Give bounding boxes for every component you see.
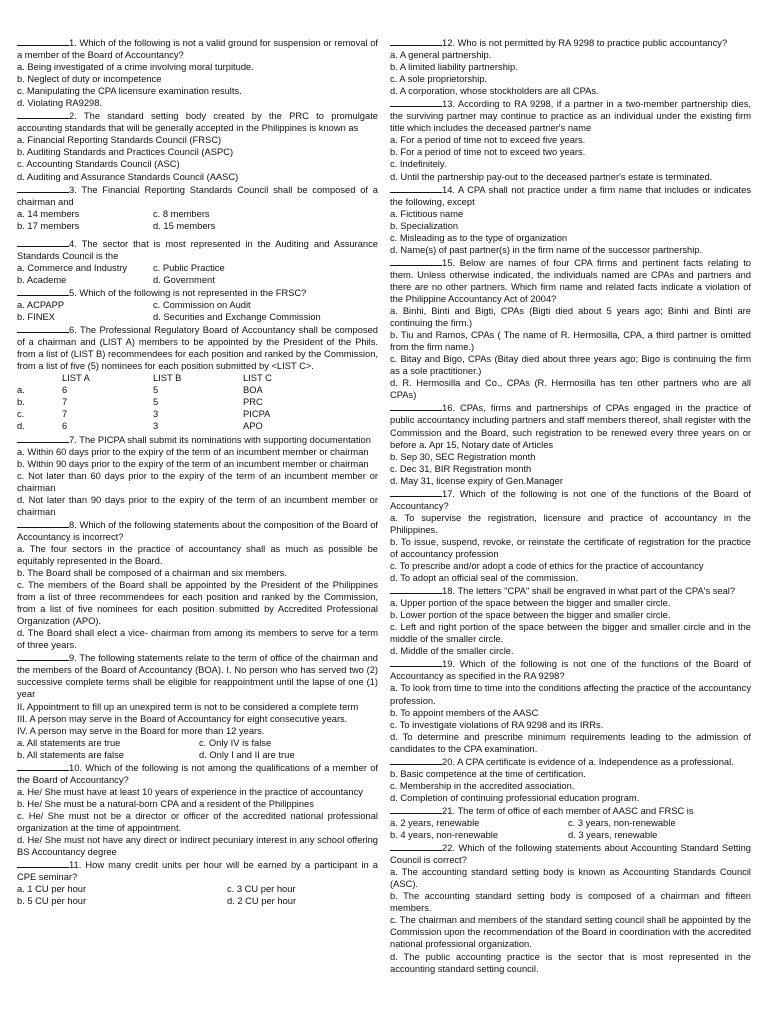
question-stem: CPAs, firms and partnerships of CPAs engaged in the practice of public accountancy including partners and staff members thereof, shall register with the Commission and the Board, such registration to be renewed every three years on or before a. Apr 15, Notary date of Articles	[390, 403, 751, 450]
question-15	[390, 256, 751, 402]
option: d. The public accounting practice is the sector that is most represented in the accounting standard setting council.	[390, 951, 751, 974]
option: a. To supervise the registration, licensure and practice of accountancy in the Philippines.	[390, 512, 751, 535]
option: b. A limited liability partnership.	[390, 62, 518, 73]
question-number: 18.	[442, 586, 455, 597]
option: a. ACPAPP	[17, 299, 65, 310]
list-table-row	[17, 408, 378, 420]
question-12	[390, 36, 751, 97]
option: c. 3 years, non-renewable	[568, 818, 676, 828]
question-stem: Which of the following is not among the qualifications of a member of the Board of Accountancy?	[17, 762, 378, 785]
option: d. Not later than 90 days prior to the expiry of the term of an incumbent member or chairman	[17, 494, 378, 517]
list-cell: PRC	[243, 397, 263, 408]
question-stem: How many credit units per hour will be earned by a participant in a CPE seminar?	[17, 860, 378, 883]
answer-blank-19[interactable]	[390, 657, 442, 667]
question-22	[390, 841, 751, 975]
answer-blank-17[interactable]	[390, 487, 442, 497]
option: c. Bitay and Bigo, CPAs (Bitay died about three years ago; Bigo is continuing the firm as a sole practitioner.)	[390, 354, 751, 377]
option: a. The accounting standard setting body is known as Accounting Standards Council (ASC).	[390, 867, 751, 890]
right-column	[390, 36, 751, 975]
question-number: 2.	[69, 111, 77, 122]
question-18	[390, 584, 751, 657]
option: b. Neglect of duty or incompetence	[17, 74, 162, 85]
option: a. Within 60 days prior to the expiry of the term of an incumbent member or chairman	[17, 446, 369, 457]
question-number: 3.	[69, 184, 77, 195]
option: d. Until the partnership pay-out to the deceased partner's estate is terminated.	[390, 171, 713, 182]
option: c. Accounting Standards Council (ASC)	[17, 159, 180, 170]
question-stem: Which of the following is not a valid ground for suspension or removal of a member of the Board of Accountancy?	[17, 38, 378, 61]
question-stem: The PICPA shall submit its nominations with supporting documentation	[79, 434, 371, 445]
question-stem: The term of office of each member of AASC and FRSC is	[457, 805, 694, 816]
option: b. Sep 30, SEC Registration month	[390, 451, 536, 462]
list-table-header	[17, 372, 378, 384]
question-number: 12.	[442, 38, 455, 48]
option: d. Violating RA9298.	[17, 98, 103, 109]
question-number: 15.	[442, 257, 455, 268]
question-2	[17, 109, 378, 182]
question-stem: The Professional Regulatory Board of Accountancy shall be composed of a chairman and (LIST A) members to be appointed by the President of the Phils. from a list of (LIST B) recommendees for each position and ranked by the Commission, from a list of five (5) nominees for each position submitted by <LIST C>.	[17, 325, 378, 372]
option: c. Commission on Audit	[153, 299, 251, 310]
option: a. For a period of time not to exceed five years.	[390, 135, 586, 146]
question-stem: Which of the following is not represented in the FRSC?	[79, 287, 307, 298]
list-cell: b.	[17, 397, 25, 408]
question-number: 1.	[69, 38, 77, 48]
list-cell: PICPA	[243, 409, 271, 420]
option: b. The Board shall be composed of a chairman and six members.	[17, 568, 287, 579]
question-stem: A CPA certificate is evidence of a. Independence as a professional.	[457, 756, 734, 767]
option: a. 1 CU per hour	[17, 884, 87, 895]
option: c. Membership in the accredited association.	[390, 780, 575, 791]
option: b. For a period of time not to exceed two years.	[390, 147, 586, 158]
option: d. Completion of continuing professional education program.	[390, 792, 640, 803]
list-cell: 6	[62, 385, 68, 396]
list-table-row	[17, 384, 378, 396]
list-header: LIST C	[243, 373, 272, 384]
option: c. Misleading as to the type of organization	[390, 232, 568, 243]
question-number: 8.	[69, 519, 77, 530]
question-number: 4.	[69, 238, 77, 249]
option: b. To appoint members of the AASC	[390, 707, 539, 718]
option: d. Securities and Exchange Commission	[153, 312, 321, 323]
list-cell: 5	[153, 397, 159, 408]
question-5	[17, 286, 378, 323]
option: d. To determine and prescribe minimum requirements leading to the admission of candidates to the CPA examination.	[390, 731, 751, 754]
list-table-row	[17, 396, 378, 408]
option: b. FINEX	[17, 312, 55, 323]
question-stem: The following statements relate to the term of office of the chairman and the members of the Board of Accountancy (BOA). I. No person who has served two (2) successive complete terms shall be eligible for reappointment until the lapse of one (1) year	[17, 653, 378, 700]
option: b. Basic competence at the time of certification.	[390, 768, 586, 779]
option: b. He/ She must be a natural-born CPA and a resident of the Philippines	[17, 798, 314, 809]
option: a. The four sectors in the practice of accountancy shall as much as possible be equitably represented in the Board.	[17, 543, 378, 566]
answer-blank-8[interactable]	[17, 518, 69, 528]
option: b. Within 90 days prior to the expiry of the term of an incumbent member or chairman	[17, 458, 369, 469]
option: a. 2 years, renewable	[390, 818, 480, 828]
answer-blank-3[interactable]	[17, 183, 69, 193]
option: c. Manipulating the CPA licensure examination results.	[17, 86, 242, 97]
list-cell: 5	[153, 385, 159, 396]
option: c. Indefinitely.	[390, 159, 447, 170]
option: a. Upper portion of the space between the bigger and smaller circle.	[390, 598, 671, 609]
question-20	[390, 755, 751, 804]
option: d. A corporation, whose stockholders are all CPAs.	[390, 86, 599, 97]
answer-blank-21[interactable]	[390, 804, 442, 814]
statement: III. A person may serve in the Board of Accountancy for eight consecutive years.	[17, 713, 348, 724]
option: c. Dec 31, BIR Registration month	[390, 463, 532, 474]
question-stem: The standard setting body created by the PRC to promulgate accounting standards that will be generally accepted in the Philippines is known as	[17, 111, 378, 134]
option: a. 14 members	[17, 208, 80, 219]
option: d. Name(s) of past partner(s) in the firm name of the successor partnership.	[390, 244, 703, 255]
answer-blank-14[interactable]	[390, 183, 442, 193]
option: b. Specialization	[390, 220, 459, 231]
question-6	[17, 323, 378, 432]
list-cell: a.	[17, 385, 25, 396]
answer-blank-15[interactable]	[390, 256, 442, 266]
question-number: 20.	[442, 756, 455, 767]
question-10	[17, 761, 378, 858]
answer-blank-6[interactable]	[17, 323, 69, 333]
question-11	[17, 858, 378, 907]
option: a. Fictitious name	[390, 208, 464, 219]
list-cell: 7	[62, 409, 68, 420]
option: a. He/ She must have at least 10 years of experience in the practice of accountancy	[17, 786, 363, 797]
option: d. The Board shall elect a vice- chairman from among its members to serve for a term of three years.	[17, 628, 378, 651]
option: a. All statements are true	[17, 737, 121, 748]
question-8	[17, 518, 378, 652]
question-number: 13.	[442, 99, 455, 110]
option: d. R. Hermosilla and Co., CPAs (R. Hermosilla has ten other partners who are all CPAs)	[390, 378, 751, 401]
answer-blank-20[interactable]	[390, 755, 442, 765]
option: a. A general partnership.	[390, 50, 492, 61]
answer-blank-5[interactable]	[17, 286, 69, 296]
question-number: 22.	[442, 843, 455, 854]
list-cell: APO	[243, 421, 263, 432]
question-17	[390, 487, 751, 584]
list-cell: c.	[17, 409, 25, 420]
option: b. Tiu and Ramos, CPAs ( The name of R. Hermosilla, CPA, a third partner is omitted from the firm name.)	[390, 330, 751, 353]
option: c. Only IV is false	[199, 737, 272, 748]
option: a. Financial Reporting Standards Council (FRSC)	[17, 135, 222, 146]
question-number: 6.	[69, 325, 77, 336]
option: b. Auditing Standards and Practices Council (ASPC)	[17, 147, 234, 158]
answer-blank-12[interactable]	[390, 36, 442, 46]
question-number: 17.	[442, 488, 455, 499]
question-19	[390, 657, 751, 754]
list-cell: 6	[62, 421, 68, 432]
question-number: 7.	[69, 434, 77, 445]
option: d. 3 years, renewable	[568, 830, 658, 841]
question-stem: A CPA shall not practice under a firm name that includes or indicates the following, except	[390, 184, 751, 207]
answer-blank-11[interactable]	[17, 858, 69, 868]
question-7	[17, 433, 378, 518]
question-13	[390, 97, 751, 182]
option: c. The members of the Board shall be appointed by the President of the Philippines from a list of three recommendees for each position and ranked by the Commission, from a list of five nominees for each position submitted by Accredited Professional Organization (APO).	[17, 580, 378, 627]
question-stem: Which of the following is not one of the functions of the Board of Accountancy?	[390, 488, 751, 511]
question-9	[17, 651, 378, 760]
option: b. 4 years, non-renewable	[390, 830, 499, 841]
question-stem: Which of the following is not one of the functions of the Board of Accountancy as specified in the RA 9298?	[390, 659, 751, 682]
list-cell: d.	[17, 421, 25, 432]
option: d. Middle of the smaller circle.	[390, 646, 514, 657]
question-stem: Who is not permitted by RA 9298 to practice public accountancy?	[457, 38, 728, 48]
list-cell: 3	[153, 421, 159, 432]
answer-blank-7[interactable]	[17, 433, 69, 443]
option: c. 3 CU per hour	[227, 884, 296, 895]
left-column	[17, 36, 378, 907]
question-number: 21.	[442, 805, 455, 816]
answer-blank-1[interactable]	[17, 36, 69, 46]
option: b. Lower portion of the space between the bigger and smaller circle.	[390, 610, 671, 621]
option: d. May 31, license expiry of Gen.Manager	[390, 475, 563, 486]
answer-blank-10[interactable]	[17, 761, 69, 771]
statement: II. Appointment to fill up an unexpired term is not to be considered a complete term	[17, 701, 359, 712]
question-stem: The sector that is most represented in the Auditing and Assurance Standards Council is the	[17, 238, 379, 261]
list-header: LIST B	[153, 373, 182, 384]
option: d. Only I and II are true	[199, 749, 295, 760]
question-3	[17, 183, 378, 232]
question-number: 10.	[69, 762, 82, 773]
option: d. To adopt an official seal of the commission.	[390, 573, 579, 584]
option: d. Auditing and Assurance Standards Council (AASC)	[17, 171, 239, 182]
option: b. All statements are false	[17, 749, 124, 760]
option: c. To investigate violations of RA 9298 and its IRRs.	[390, 719, 604, 730]
answer-blank-9[interactable]	[17, 651, 69, 661]
option: a. Binhi, Binti and Bigti, CPAs (Bigti died about 5 years ago; Binhi and Binti are continuing the firm.)	[390, 306, 751, 329]
option: b. The accounting standard setting body is composed of a chairman and fifteen members.	[390, 891, 751, 914]
question-number: 14.	[442, 184, 455, 195]
answer-blank-13[interactable]	[390, 97, 442, 107]
answer-blank-18[interactable]	[390, 584, 442, 594]
option: b. 5 CU per hour	[17, 896, 87, 907]
option: c. Left and right portion of the space between the bigger and smaller circle and in the middle of the smaller circle.	[390, 622, 751, 645]
question-number: 9.	[69, 653, 77, 664]
option: d. Government	[153, 274, 215, 285]
option: c. Not later than 60 days prior to the expiry of the term of an incumbent member or chairman	[17, 470, 378, 493]
question-stem: Below are names of four CPA firms and pertinent facts relating to them. Unless otherwise indicated, the individuals named are CPAs and partners and there are no other partners. Which firm name and related facts indicate a violation of the Philippine Accountancy Act of 2004?	[390, 257, 751, 304]
question-stem: Which of the following statements about Accounting Standard Setting Council is correct?	[390, 843, 751, 866]
option: c. A sole proprietorship.	[390, 74, 488, 85]
question-4	[17, 237, 378, 286]
option: a. To look from time to time into the conditions affecting the practice of the accountancy profession.	[390, 683, 751, 706]
list-cell: 3	[153, 409, 159, 420]
question-number: 5.	[69, 287, 77, 298]
question-number: 19.	[442, 659, 455, 670]
list-table-row	[17, 420, 378, 432]
question-stem: The letters "CPA" shall be engraved in what part of the CPA's seal?	[457, 586, 736, 597]
option: d. 2 CU per hour	[227, 896, 297, 907]
option: c. To prescribe and/or adopt a code of ethics for the practice of accountancy	[390, 561, 704, 572]
answer-blank-4[interactable]	[17, 237, 69, 247]
statement: IV. A person may serve in the Board for more than 12 years.	[17, 725, 265, 736]
list-cell: 7	[62, 397, 68, 408]
option: d. He/ She must not have any direct or indirect pecuniary interest in any school offering BS Accountancy degree	[17, 835, 378, 858]
option: a. Being investigated of a crime involving moral turpitude.	[17, 62, 254, 73]
option: d. 15 members	[153, 220, 216, 231]
option: b. To issue, suspend, revoke, or reinstate the certificate of registration for the practice of accountancy profession	[390, 536, 751, 559]
question-stem: The Financial Reporting Standards Council shall be composed of a chairman and	[17, 184, 378, 207]
option: c. The chairman and members of the standard setting council shall be appointed by the Commission upon the recommendation of the Board in coordination with the accredited national professional organization.	[390, 915, 751, 950]
question-1	[17, 36, 378, 109]
answer-blank-2[interactable]	[17, 109, 69, 119]
answer-blank-22[interactable]	[390, 841, 442, 851]
question-number: 16.	[442, 403, 455, 414]
question-number: 11.	[69, 860, 82, 871]
question-16	[390, 401, 751, 486]
question-14	[390, 183, 751, 256]
option: a. Commerce and Industry	[17, 262, 128, 273]
question-stem: According to RA 9298, if a partner in a two-member partnership dies, the surviving partner may continue to practice as an individual under the existing firm title which includes the deceased partner's name	[390, 99, 751, 134]
option: c. 8 members	[153, 208, 210, 219]
list-cell: BOA	[243, 385, 263, 396]
answer-blank-16[interactable]	[390, 401, 442, 411]
question-stem: Which of the following statements about the composition of the Board of Accountancy is incorrect?	[17, 519, 378, 542]
option: b. Academe	[17, 274, 67, 285]
list-header: LIST A	[62, 373, 90, 384]
option: b. 17 members	[17, 220, 80, 231]
option: c. He/ She must not be a director or officer of the accredited national professional organization at the time of appointment.	[17, 810, 378, 833]
question-21	[390, 804, 751, 841]
option: c. Public Practice	[153, 262, 225, 273]
